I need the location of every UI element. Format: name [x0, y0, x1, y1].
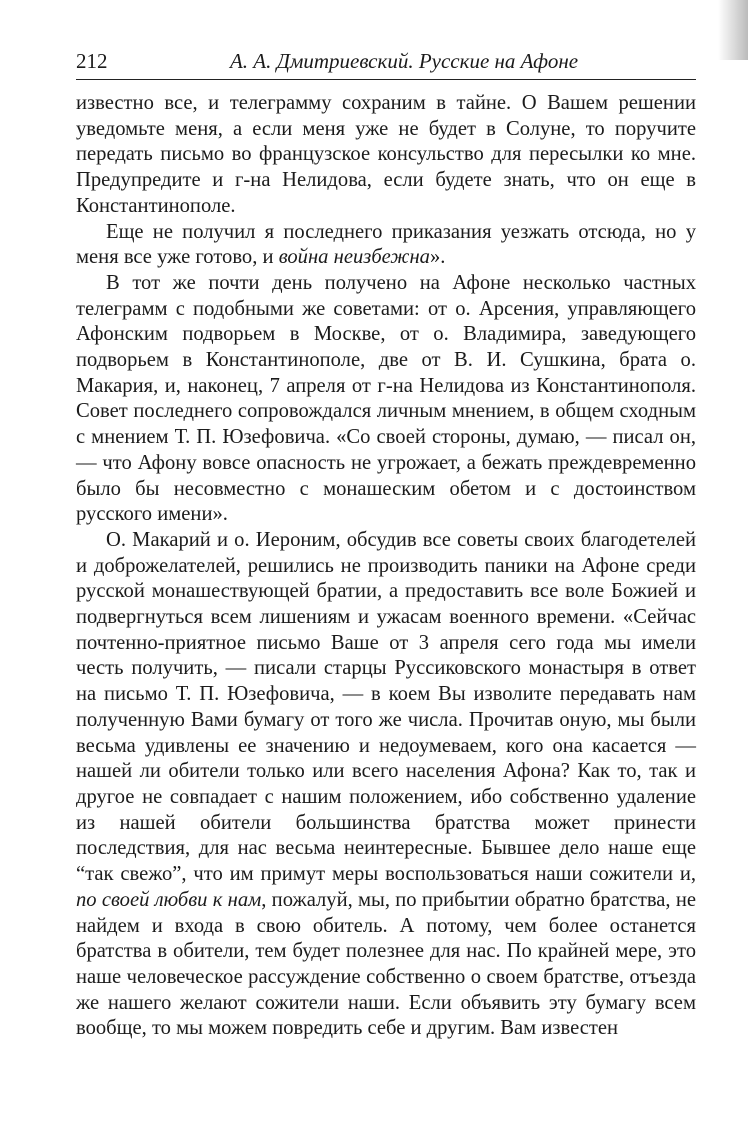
paragraph-4: [76, 528, 696, 1042]
running-title: А. А. Дмитриевский. Русские на Афоне: [229, 49, 579, 73]
paragraph-3: [76, 271, 696, 528]
page-edge-shadow: [718, 0, 748, 60]
paragraph-text: О. Макарий и о. Иероним, обсудив все советы своих благодетелей и доброжелателей, решились не производить паники на Афоне среди русской монашествующей братии, а предоставить все воле Божией и подвергнуться всем лишениям и ужасам военного времени. «Сейчас почтенно-приятное письмо Ваше от 3 апреля сего года мы имели честь получить, — писали старцы Руссиковского монастыря в ответ на письмо Т. П. Юзефовича, — в коем Вы изволите передавать нам полученную Вами бумагу от того же числа. Прочитав оную, мы были весьма удивлены ее значению и недоумеваем, кого она касается — нашей ли обители только или всего населения Афона? Как то, так и другое не совпадает с нашим положением, ибо собственно удаление из нашей обители большинства братства может принести последствия, для нас весьма неинтересные. Бывшее дело наше еще “так свежо”, что им примут меры воспользоваться наши сожители и,: [76, 528, 696, 886]
italic-phrase: война неизбежна: [278, 246, 430, 269]
italic-phrase: по своей любви к нам: [76, 888, 262, 911]
paragraph-1: [76, 91, 696, 220]
header-rule: [76, 79, 696, 80]
body-text: [76, 91, 696, 1042]
paragraph-text: известно все, и телеграмму сохраним в тайне. О Вашем решении уведомьте меня, а если меня уже не будет в Солуне, то поручите передать письмо во французское консульство для пересылки ко мне. Предупредите и г-на Нелидова, если будете знать, что он еще в Константинополе.: [76, 92, 696, 217]
paragraph-text: ».: [429, 246, 446, 269]
paragraph-text: Еще не получил я последнего приказания уезжать отсюда, но у меня все уже готово, и: [76, 220, 696, 269]
paragraph-text: В тот же почти день получено на Афоне несколько частных телеграмм с подобными же советами: от о. Арсения, управляющего Афонским подворьем в Москве, от о. Владимира, заведующего подворьем в Константинополе, две от В. И. Сушкина, брата о. Макария, и, наконец, 7 апреля от г-на Нелидова из Константинополя. Совет последнего сопровождался личным мнением, в общем сходным с мнением Т. П. Юзефовича. «Со своей стороны, думаю, — писал он, — что Афону вовсе опасность не угрожает, а бежать преждевременно было бы несовместно с монашеским обетом и с достоинством русского имени».: [76, 271, 696, 526]
page-header: [76, 46, 696, 76]
page-number: 212: [76, 49, 108, 73]
paragraph-2: [76, 220, 696, 271]
paragraph-text: , пожалуй, мы, по прибытии обратно братства, не найдем и входа в свою обитель. А потому, чем более останется братства в обители, тем будет полезнее для нас. По крайней мере, это наше человеческое рассуждение собственно о своем братстве, отъезда же нашего желают сожители наши. Если объявить эту бумагу всем вообще, то мы можем повредить себе и другим. Вам известен: [76, 888, 696, 1040]
